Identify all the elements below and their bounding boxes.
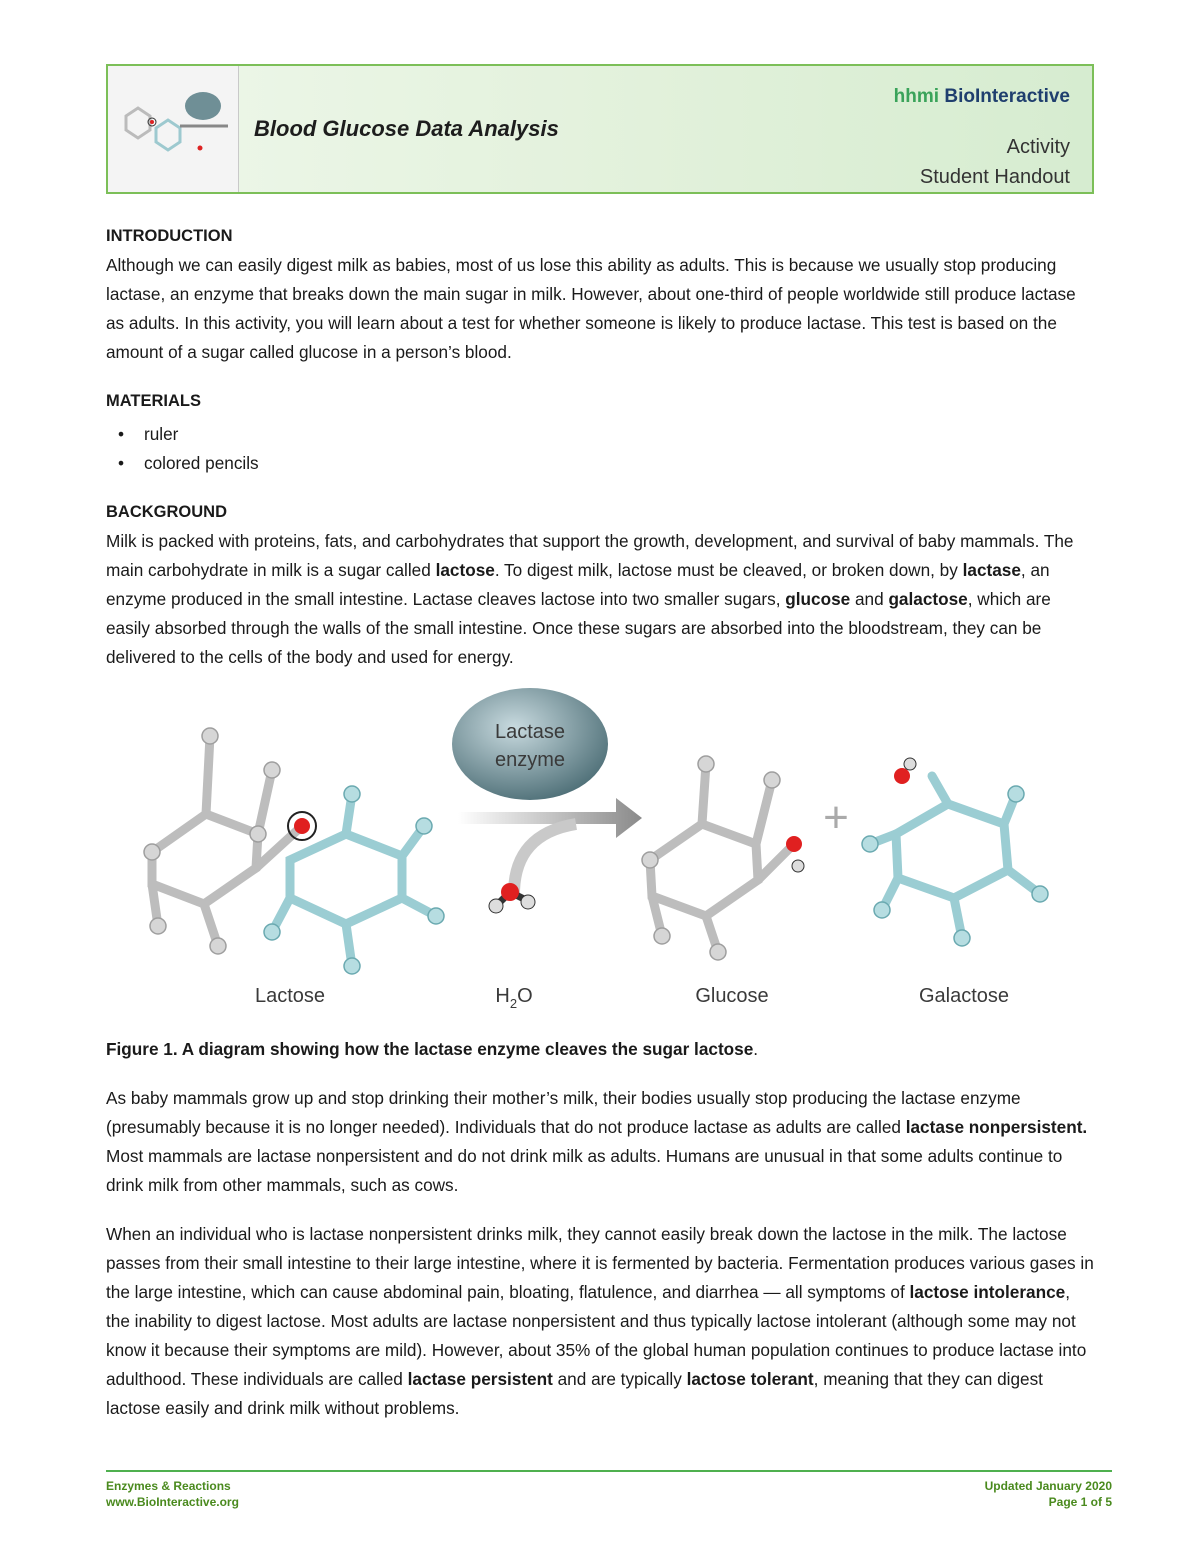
materials-list: [106, 420, 1096, 478]
document-header: [106, 64, 1094, 194]
page-footer: [106, 1470, 1112, 1509]
enzyme-label-line2: enzyme: [494, 749, 566, 771]
plus-sign: +: [823, 793, 849, 842]
list-item: • ruler: [144, 420, 1096, 449]
term-lactase: lactase: [962, 560, 1021, 580]
term-lactase-nonpersistent: lactase nonpersistent.: [905, 1117, 1088, 1137]
label-glucose: Glucose: [695, 985, 769, 1007]
footer-website-link[interactable]: www.BioInteractive.org: [106, 1495, 239, 1509]
term-galactose: galactose: [888, 589, 968, 609]
lactase-diagram: [106, 684, 1096, 1029]
body-paragraph-intolerance: When an individual who is lactase nonpersistent drinks milk, they cannot easily break down the lactose in the milk. The lactose passes from their small intestine to their large intestine, where it is fermented by bacteria. Fermentation produces various gases in the large intestine, which can cause abdominal pain, bloating, flatulence, and diarrhea — all symptoms of lactose intolerance, the inability to digest lactose. Most adults are lactase nonpersistent and thus typically lactose intolerant (although some may not know it because their symptoms are mild). However, about 35% of the global human population continues to produce lactase into adulthood. These individuals are called lactase persistent and are typically lactose tolerant, meaning that they can digest lactose easily and drink milk without problems.: [106, 1224, 1094, 1418]
list-item: • colored pencils: [144, 449, 1096, 478]
introduction-heading: INTRODUCTION: [106, 227, 233, 245]
term-lactose-tolerant: lactose tolerant: [686, 1369, 814, 1389]
materials-heading: MATERIALS: [106, 392, 202, 410]
enzyme-label-line1: Lactase: [494, 721, 566, 743]
figure-caption: Figure 1. A diagram showing how the lactase enzyme cleaves the sugar lactose.: [106, 1039, 759, 1059]
hhmi-logo-text: hhmi: [893, 86, 940, 107]
header-thumbnail: [108, 66, 239, 192]
introduction-text: Although we can easily digest milk as babies, most of us lose this ability as adults. This is because we usually stop producing lactase, an enzyme that breaks down the main sugar in milk. However, about one-third of people worldwide still produce lactase as adults. In this activity, you will learn about a test for whether someone is likely to produce lactase. This test is based on the amount of a sugar called glucose in a person’s blood.: [106, 255, 1076, 362]
label-water: $H_2O$: [495, 985, 533, 1011]
lactase-enzyme-blob: [452, 688, 608, 800]
brand-logo: [894, 86, 1070, 108]
water-molecule: [489, 883, 535, 913]
term-lactose-intolerance: lactose intolerance: [909, 1282, 1066, 1302]
water-curve-arrow: [514, 824, 576, 894]
background-paragraph: Milk is packed with proteins, fats, and carbohydrates that support the growth, development, and survival of baby mammals. The main carbohydrate in milk is a sugar called lactose. To digest milk, lactose must be cleaved, or broken down, by lactase, an enzyme produced in the small intestine. Lactase cleaves lactose into two smaller sugars, glucose and galactose, which are easily absorbed through the walls of the small intestine. Once these sugars are absorbed into the bloodstream, they can be delivered to the cells of the body and used for energy.: [106, 531, 1074, 667]
term-lactose: lactose: [435, 560, 495, 580]
label-lactose: Lactose: [254, 985, 326, 1007]
doc-type-label: Activity: [1006, 136, 1070, 158]
biointeractive-logo-text: BioInteractive: [944, 86, 1070, 107]
footer-updated-date: Updated January 2020: [984, 1479, 1112, 1493]
figure-lactase-diagram: [106, 684, 1096, 1029]
document-title: Blood Glucose Data Analysis: [254, 116, 559, 141]
document-body: [106, 222, 1096, 1423]
term-glucose: glucose: [785, 589, 851, 609]
label-galactose: Galactose: [918, 985, 1010, 1007]
background-heading: BACKGROUND: [106, 503, 227, 521]
footer-page-number: Page 1 of 5: [1048, 1495, 1112, 1509]
term-lactase-persistent: lactase persistent: [407, 1369, 553, 1389]
doc-audience-label: Student Handout: [919, 166, 1070, 188]
body-paragraph-persistence: As baby mammals grow up and stop drinking their mother’s milk, their bodies usually stop producing the lactase enzyme (presumably because it is no longer needed). Individuals that do not produce lactase as adults are called lactase nonpersistent. Most mammals are lactase nonpersistent and do not drink milk as adults. Humans are unusual in that some adults continue to drink milk from other mammals, such as cows.: [106, 1088, 1088, 1195]
glucose-molecule: [650, 764, 794, 952]
footer-section: Enzymes & Reactions: [106, 1479, 231, 1493]
